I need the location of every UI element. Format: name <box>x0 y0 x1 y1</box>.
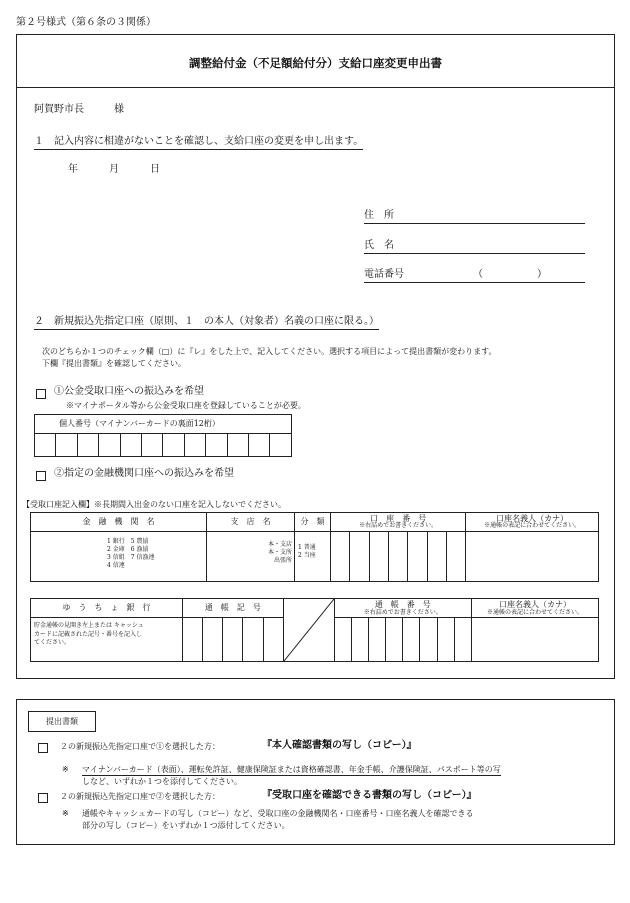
phone-paren-open: （ <box>473 269 483 280</box>
mynumber-digit[interactable] <box>206 434 227 457</box>
institution-types: 1 銀行 5 農協 2 金庫 6 漁協 3 信組 7 信漁連 4 信連 <box>107 538 155 570</box>
mynumber-digit[interactable] <box>99 434 120 457</box>
title-divider <box>16 87 615 88</box>
phone-label: 電話番号 <box>364 269 404 280</box>
postal-holder-header-note: ※通帳の表記に合わせてください。 <box>486 608 583 616</box>
postal-bank-header: ゆ う ち ょ 銀 行 <box>31 599 183 618</box>
account-digit[interactable] <box>388 532 407 582</box>
document1-intro: ２の新規振込先指定口座で①を選択した方： <box>60 742 220 751</box>
document2-checkbox[interactable] <box>38 793 48 803</box>
document1-note-1: マイナンバーカード（表面）、運転免許証、健康保険証または資格確認書、年金手帳、介護保険証、パスポート等の写 <box>82 765 501 774</box>
form-title: 調整給付金（不足額給付分）支給口座変更申出書 <box>189 56 442 70</box>
institution-cell[interactable] <box>31 532 207 582</box>
section1-heading: １ 記入内容に相違がないことを確認し、支給口座の変更を申し出ます。 <box>34 136 363 150</box>
document1-checkbox[interactable] <box>38 743 48 753</box>
postal-number-digit[interactable] <box>403 618 420 662</box>
category-header: 分 類 <box>295 513 331 532</box>
document2-title: 『受取口座を確認できる書類の写し（コピー）』 <box>262 790 477 801</box>
document1-note-2: しなど、いずれか１つを添付してください。 <box>82 777 242 786</box>
date-year-label: 年 <box>68 164 78 175</box>
postal-note-cell <box>31 618 183 662</box>
option1-note: ※マイナポータル等から公金受取口座を登録していることが必要。 <box>66 401 306 410</box>
account-digit[interactable] <box>350 532 369 582</box>
account-digit[interactable] <box>408 532 427 582</box>
mynumber-box <box>34 414 292 457</box>
postal-number-header-note: ※右詰めでお書きください。 <box>363 608 442 616</box>
mynumber-digit[interactable] <box>77 434 98 457</box>
postal-symbol-digit[interactable] <box>203 618 223 662</box>
postal-note: 貯金通帳の見開き左上または キャッシュ カードに記載された記号・番号を記入し てください。 <box>34 622 144 647</box>
category-types: 1 普通 2 当座 <box>298 544 316 560</box>
mynumber-digit[interactable] <box>35 434 56 457</box>
mynumber-digit[interactable] <box>141 434 162 457</box>
account-number-header <box>331 513 466 532</box>
postal-number-digit[interactable] <box>437 618 454 662</box>
date-month-label: 月 <box>109 164 119 175</box>
account-number-header-label: 口 座 番 号 <box>370 513 427 523</box>
section2-instruction-1: 次のどちらか１つのチェック欄（□）に『レ』をした上で、記入してください。選択する項目によって提出書類が変わります。 <box>42 347 497 356</box>
postal-symbol-header: 通 帳 記 号 <box>183 599 284 618</box>
name-label: 氏 名 <box>364 240 394 251</box>
postal-number-header-label: 通 帳 番 号 <box>374 599 431 609</box>
holder-cell[interactable] <box>466 532 599 582</box>
document2-note-2: 部分の写し（コピー）をいずれか１つ添付してください。 <box>82 821 290 830</box>
postal-number-digit[interactable] <box>386 618 403 662</box>
option1-label: ①公金受取口座への振込みを希望 <box>54 386 204 397</box>
holder-header <box>466 513 599 532</box>
addressee: 阿賀野市長 様 <box>34 104 124 115</box>
holder-header-note: ※通帳の表記に合わせてください。 <box>484 522 581 530</box>
category-cell[interactable] <box>295 532 331 582</box>
option2-label: ②指定の金融機関口座への振込みを希望 <box>54 468 234 479</box>
mynumber-digit[interactable] <box>120 434 141 457</box>
postal-number-digit[interactable] <box>369 618 386 662</box>
postal-symbol-digit[interactable] <box>183 618 203 662</box>
date-day-label: 日 <box>150 164 160 175</box>
account-digit[interactable] <box>369 532 388 582</box>
documents-label: 提出書類 <box>28 711 96 732</box>
diagonal-slash <box>284 599 334 661</box>
mynumber-digit[interactable] <box>248 434 269 457</box>
institution-header: 金 融 機 関 名 <box>31 513 207 532</box>
postal-symbol-digit[interactable] <box>243 618 263 662</box>
address-field-line[interactable] <box>364 223 585 224</box>
account-digit[interactable] <box>446 532 465 582</box>
postal-holder-cell[interactable] <box>471 618 598 662</box>
document2-note-1: 通帳やキャッシュカードの写し（コピー）など、受取口座の金融機関名・口座番号・口座名義人を確認できる <box>82 809 474 818</box>
option1-checkbox[interactable] <box>36 389 46 399</box>
mynumber-digit[interactable] <box>270 434 292 457</box>
mynumber-digit[interactable] <box>56 434 77 457</box>
branch-types: 本・支店 本・支所 出張所 <box>267 541 292 565</box>
account-digit[interactable] <box>427 532 446 582</box>
postal-number-digit[interactable] <box>334 618 351 662</box>
branch-header: 支 店 名 <box>207 513 295 532</box>
address-label: 住 所 <box>364 210 394 221</box>
postal-symbol-digit[interactable] <box>223 618 243 662</box>
postal-diagonal-cell <box>283 599 334 662</box>
account-digit[interactable] <box>331 532 350 582</box>
branch-cell[interactable] <box>207 532 295 582</box>
holder-header-label: 口座名義人（カナ） <box>496 513 569 523</box>
postal-symbol-digit[interactable] <box>263 618 283 662</box>
postal-number-digit[interactable] <box>351 618 368 662</box>
document1-note-mark: ※ <box>62 765 69 774</box>
account-number-header-note: ※右詰めでお書きください。 <box>359 522 438 530</box>
mynumber-label: 個人番号（マイナンバーカードの裏面12桁） <box>35 415 292 434</box>
postal-number-digit[interactable] <box>454 618 471 662</box>
mynumber-digit[interactable] <box>184 434 205 457</box>
postal-account-table <box>30 598 599 662</box>
account-entry-heading: 【受取口座記入欄】※長期間入出金のない口座を記入しないでください。 <box>22 500 286 509</box>
postal-holder-header <box>471 599 598 618</box>
postal-holder-header-label: 口座名義人（カナ） <box>498 599 571 609</box>
postal-number-header <box>334 599 471 618</box>
section2-heading: ２ 新規振込先指定口座（原則、１ の本人（対象者）名義の口座に限る。） <box>34 316 379 330</box>
postal-number-digit[interactable] <box>420 618 437 662</box>
document2-intro: ２の新規振込先指定口座で②を選択した方： <box>60 792 220 801</box>
phone-field-line[interactable] <box>364 282 585 283</box>
section2-instruction-2: 下欄『提出書類』を確認してください。 <box>42 359 186 368</box>
form-id: 第２号様式（第６条の３関係） <box>16 17 156 28</box>
document1-title: 『本人確認書類の写し（コピー）』 <box>262 740 417 751</box>
option2-checkbox[interactable] <box>36 471 46 481</box>
document2-note-mark: ※ <box>62 809 69 818</box>
phone-paren-close: ） <box>537 269 547 280</box>
mynumber-digit[interactable] <box>227 434 248 457</box>
mynumber-digit[interactable] <box>163 434 184 457</box>
name-field-line[interactable] <box>364 253 585 254</box>
bank-account-table <box>30 512 599 582</box>
